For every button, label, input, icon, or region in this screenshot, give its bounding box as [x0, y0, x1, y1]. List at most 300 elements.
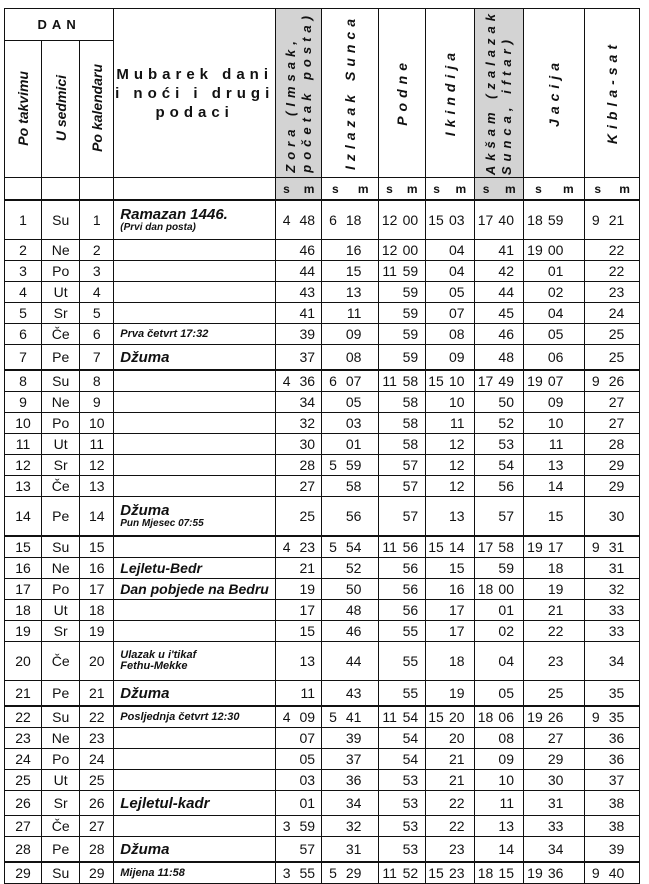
minutes: 50: [498, 394, 514, 411]
izlazak-header: [322, 9, 379, 178]
row-number: 29: [5, 862, 42, 884]
jacija-time: [524, 476, 585, 497]
jacija-time: [524, 392, 585, 413]
table-row: [5, 345, 640, 371]
zora-time: [276, 345, 322, 371]
minutes: 11: [346, 305, 362, 322]
minutes: 37: [299, 349, 316, 366]
hours: 15: [428, 865, 444, 882]
minutes: 38: [608, 795, 625, 812]
table-row: [5, 816, 640, 837]
row-number: 25: [5, 770, 42, 791]
zora-time: [276, 706, 322, 728]
minutes: 13: [299, 653, 316, 670]
hours: 18: [477, 865, 494, 882]
izlazak-header-label: Izlazak Sunca: [342, 14, 359, 171]
table-row: [5, 200, 640, 240]
minutes: 09: [299, 709, 316, 726]
izlazak-time: [322, 370, 379, 392]
minutes: 27: [299, 478, 316, 495]
minutes: 06: [547, 349, 564, 366]
kibla-time: [585, 600, 640, 621]
ikindija-time: [425, 600, 474, 621]
minutes: 25: [299, 508, 316, 525]
minutes: 56: [402, 602, 419, 619]
desc-main: Posljednja četvrt 12:30: [120, 710, 240, 723]
hours: 3: [282, 818, 291, 835]
weekday: Če: [42, 642, 80, 681]
jacija-time: [524, 370, 585, 392]
aksam-time: [475, 282, 524, 303]
minutes: 26: [547, 709, 564, 726]
ikindija-time: [425, 706, 474, 728]
calendar-day: 6: [80, 324, 114, 345]
calendar-day: 28: [80, 837, 114, 863]
weekday: Če: [42, 476, 80, 497]
minutes: 59: [498, 560, 514, 577]
kibla-time: [585, 791, 640, 816]
empty-cell: [5, 178, 42, 201]
minutes: 57: [402, 478, 419, 495]
minutes: 22: [608, 263, 625, 280]
minutes: 11: [548, 436, 564, 453]
minutes: 38: [608, 818, 625, 835]
minutes: 58: [498, 539, 514, 556]
jacija-time: [524, 600, 585, 621]
weekday: Po: [42, 261, 80, 282]
weekday: Pe: [42, 497, 80, 537]
minutes: 39: [608, 841, 625, 858]
zora-time: [276, 240, 322, 261]
kibla-time: [585, 579, 640, 600]
podne-time: [379, 455, 425, 476]
minutes: 25: [608, 349, 625, 366]
minutes: 00: [402, 212, 419, 229]
hours: 15: [428, 212, 444, 229]
aksam-time: [475, 558, 524, 579]
row-description: [114, 579, 276, 600]
m-label: m: [562, 181, 574, 196]
kibla-time: [585, 303, 640, 324]
minutes: 07: [547, 373, 564, 390]
row-description: [114, 200, 276, 240]
zora-time: [276, 392, 322, 413]
row-description: [114, 791, 276, 816]
minutes: 59: [547, 212, 564, 229]
minutes: 27: [547, 730, 564, 747]
row-number: 7: [5, 345, 42, 371]
minutes: 16: [345, 242, 362, 259]
aksam-time: [475, 749, 524, 770]
minutes: 59: [345, 457, 362, 474]
kibla-time: [585, 240, 640, 261]
po-takvimu-label: Po takvimu: [15, 70, 32, 146]
hours: 4: [282, 212, 291, 229]
calendar-day: 16: [80, 558, 114, 579]
table-row: [5, 476, 640, 497]
desc-header: [114, 9, 276, 178]
calendar-day: 9: [80, 392, 114, 413]
minutes: 54: [402, 730, 419, 747]
minutes: 56: [345, 508, 362, 525]
minutes: 22: [448, 818, 465, 835]
m-label: m: [455, 181, 467, 196]
weekday: Ne: [42, 728, 80, 749]
row-description: [114, 837, 276, 863]
minutes: 11: [300, 685, 316, 702]
hours: 4: [282, 373, 291, 390]
izlazak-time: [322, 816, 379, 837]
row-number: 19: [5, 621, 42, 642]
minutes: 31: [608, 560, 625, 577]
minutes: 21: [608, 212, 625, 229]
minutes: 32: [345, 818, 362, 835]
ikindija-time: [425, 200, 474, 240]
minutes: 13: [345, 284, 362, 301]
izlazak-time: [322, 455, 379, 476]
ikindija-time: [425, 558, 474, 579]
jacija-time: [524, 749, 585, 770]
minutes: 17: [299, 602, 316, 619]
row-description: [114, 536, 276, 558]
m-label: m: [505, 181, 516, 196]
minutes: 13: [547, 457, 564, 474]
minutes: 56: [498, 478, 514, 495]
minutes: 36: [608, 751, 625, 768]
minutes: 10: [448, 373, 465, 390]
aksam-time: [475, 497, 524, 537]
jacija-time: [524, 728, 585, 749]
zora-time: [276, 862, 322, 884]
table-row: [5, 392, 640, 413]
hours: 9: [591, 539, 600, 556]
minutes: 54: [402, 751, 419, 768]
zora-time: [276, 791, 322, 816]
aksam-time: [475, 345, 524, 371]
minutes: 46: [498, 326, 514, 343]
ikindija-time: [425, 392, 474, 413]
kibla-time: [585, 392, 640, 413]
podne-header-label: Podne: [393, 58, 410, 126]
minutes: 06: [498, 709, 514, 726]
kibla-time: [585, 476, 640, 497]
minutes: 15: [498, 865, 514, 882]
hours: 19: [527, 865, 543, 882]
ikindija-time: [425, 303, 474, 324]
aksam-time: [475, 816, 524, 837]
desc-main: Džuma: [120, 502, 170, 520]
minutes: 11: [449, 415, 465, 432]
weekday: Ne: [42, 558, 80, 579]
hours: 5: [329, 709, 337, 726]
table-row: [5, 558, 640, 579]
izlazak-time: [322, 600, 379, 621]
minutes: 05: [448, 284, 465, 301]
minutes: 58: [402, 436, 419, 453]
minutes: 08: [448, 326, 465, 343]
desc-main: Ulazak u i'tikaf: [120, 649, 197, 662]
minutes: 34: [547, 841, 564, 858]
minutes: 25: [608, 326, 625, 343]
minutes: 57: [402, 457, 419, 474]
minutes: 45: [498, 305, 514, 322]
table-row: [5, 240, 640, 261]
weekday: Sr: [42, 621, 80, 642]
izlazak-time: [322, 770, 379, 791]
minutes: 21: [547, 602, 564, 619]
weekday: Pe: [42, 681, 80, 707]
zora-time: [276, 749, 322, 770]
weekday: Ne: [42, 240, 80, 261]
minutes: 31: [608, 539, 625, 556]
weekday: Pe: [42, 345, 80, 371]
minutes: 23: [547, 653, 564, 670]
podne-time: [379, 621, 425, 642]
ikindija-time: [425, 837, 474, 863]
minutes: 03: [299, 772, 316, 789]
table-row: [5, 642, 640, 681]
desc-sub: Pun Mjesec 07:55: [120, 518, 204, 530]
hours: 11: [382, 709, 397, 726]
zora-sm-header: [276, 178, 322, 201]
minutes: 01: [498, 602, 514, 619]
jacija-time: [524, 816, 585, 837]
minutes: 12: [448, 436, 465, 453]
podne-time: [379, 345, 425, 371]
m-label: m: [303, 181, 315, 196]
izlazak-time: [322, 413, 379, 434]
minutes: 30: [299, 436, 316, 453]
table-row: [5, 862, 640, 884]
aksam-time: [475, 324, 524, 345]
zora-time: [276, 324, 322, 345]
zora-time: [276, 816, 322, 837]
calendar-day: 12: [80, 455, 114, 476]
izlazak-time: [322, 434, 379, 455]
zora-time: [276, 413, 322, 434]
kibla-time: [585, 497, 640, 537]
podne-time: [379, 536, 425, 558]
empty-cell: [80, 178, 114, 201]
kibla-time: [585, 282, 640, 303]
zora-time: [276, 282, 322, 303]
minutes: 53: [402, 818, 419, 835]
hours: 11: [382, 263, 397, 280]
minutes: 48: [498, 349, 514, 366]
desc-main: Lejletul-kadr: [120, 794, 210, 812]
minutes: 31: [345, 841, 362, 858]
table-row: [5, 370, 640, 392]
minutes: 12: [448, 457, 465, 474]
minutes: 14: [448, 539, 465, 556]
hours: 5: [329, 865, 337, 882]
table-row: [5, 303, 640, 324]
row-number: 28: [5, 837, 42, 863]
hours: 19: [527, 709, 543, 726]
zora-time: [276, 681, 322, 707]
minutes: 03: [448, 212, 465, 229]
row-number: 3: [5, 261, 42, 282]
desc-main: Džuma: [120, 684, 170, 702]
izlazak-time: [322, 345, 379, 371]
calendar-day: 14: [80, 497, 114, 537]
hours: 9: [591, 865, 600, 882]
weekday: Su: [42, 862, 80, 884]
row-description: [114, 862, 276, 884]
row-description: [114, 558, 276, 579]
minutes: 00: [402, 242, 419, 259]
table-row: [5, 261, 640, 282]
minutes: 20: [448, 730, 465, 747]
row-description: [114, 455, 276, 476]
jacija-time: [524, 706, 585, 728]
minutes: 15: [299, 623, 316, 640]
podne-time: [379, 558, 425, 579]
table-row: [5, 497, 640, 537]
weekday: Su: [42, 370, 80, 392]
ikindija-time: [425, 681, 474, 707]
minutes: 41: [345, 709, 362, 726]
hours: 5: [329, 457, 337, 474]
aksam-time: [475, 728, 524, 749]
minutes: 22: [608, 242, 625, 259]
zora-time: [276, 261, 322, 282]
aksam-header-line1: Akšam (zalazak: [483, 9, 499, 176]
weekday: Sr: [42, 791, 80, 816]
kibla-time: [585, 621, 640, 642]
minutes: 18: [345, 212, 362, 229]
minutes: 54: [345, 539, 362, 556]
ikindija-time: [425, 324, 474, 345]
weekday: Sr: [42, 455, 80, 476]
zora-time: [276, 536, 322, 558]
empty-cell: [42, 178, 80, 201]
ikindija-time: [425, 261, 474, 282]
izlazak-time: [322, 706, 379, 728]
hours: 15: [428, 373, 444, 390]
minutes: 37: [608, 772, 625, 789]
table-row: [5, 600, 640, 621]
minutes: 36: [608, 730, 625, 747]
u-sedmici-header: [42, 41, 80, 178]
podne-time: [379, 816, 425, 837]
ikindija-time: [425, 536, 474, 558]
weekday: Su: [42, 706, 80, 728]
kibla-time: [585, 706, 640, 728]
row-number: 9: [5, 392, 42, 413]
zora-header: [276, 9, 322, 178]
row-description: [114, 240, 276, 261]
kibla-time: [585, 837, 640, 863]
zora-time: [276, 728, 322, 749]
jacija-time: [524, 621, 585, 642]
aksam-time: [475, 240, 524, 261]
row-description: [114, 370, 276, 392]
minutes: 39: [345, 730, 362, 747]
row-number: 6: [5, 324, 42, 345]
table-row: [5, 837, 640, 863]
izlazak-time: [322, 791, 379, 816]
minutes: 58: [345, 478, 362, 495]
jacija-time: [524, 455, 585, 476]
zora-time: [276, 303, 322, 324]
minutes: 13: [448, 508, 465, 525]
table-row: [5, 706, 640, 728]
weekday: Su: [42, 200, 80, 240]
aksam-header: [475, 9, 524, 178]
minutes: 04: [498, 653, 514, 670]
m-label: m: [357, 181, 369, 196]
zora-time: [276, 476, 322, 497]
zora-time: [276, 370, 322, 392]
desc-main: Mijena 11:58: [120, 866, 185, 879]
aksam-time: [475, 706, 524, 728]
minutes: 10: [547, 415, 564, 432]
s-label: s: [482, 181, 490, 196]
minutes: 46: [299, 242, 316, 259]
minutes: 28: [608, 436, 625, 453]
minutes: 04: [448, 242, 465, 259]
row-description: [114, 816, 276, 837]
aksam-time: [475, 413, 524, 434]
row-number: 24: [5, 749, 42, 770]
calendar-day: 10: [80, 413, 114, 434]
izlazak-time: [322, 558, 379, 579]
minutes: 39: [299, 326, 316, 343]
aksam-sm-header: [475, 178, 524, 201]
jacija-time: [524, 413, 585, 434]
aksam-time: [475, 455, 524, 476]
table-row: [5, 749, 640, 770]
minutes: 56: [402, 539, 419, 556]
minutes: 33: [547, 818, 564, 835]
minutes: 11: [499, 795, 514, 812]
zora-time: [276, 770, 322, 791]
minutes: 07: [299, 730, 316, 747]
minutes: 15: [448, 560, 465, 577]
jacija-time: [524, 240, 585, 261]
hours: 17: [477, 373, 494, 390]
podne-time: [379, 770, 425, 791]
jacija-time: [524, 579, 585, 600]
minutes: 01: [345, 436, 362, 453]
hours: 9: [591, 709, 600, 726]
minutes: 07: [345, 373, 362, 390]
calendar-day: 24: [80, 749, 114, 770]
izlazak-time: [322, 749, 379, 770]
minutes: 14: [547, 478, 564, 495]
minutes: 15: [547, 508, 564, 525]
minutes: 59: [402, 263, 419, 280]
row-number: 8: [5, 370, 42, 392]
table-row: [5, 282, 640, 303]
dan-header: DAN: [5, 9, 114, 41]
desc-main: Dan pobjede na Bedru: [120, 581, 269, 598]
minutes: 08: [498, 730, 514, 747]
row-number: 27: [5, 816, 42, 837]
minutes: 56: [402, 581, 419, 598]
weekday: Ut: [42, 600, 80, 621]
m-label: m: [619, 181, 630, 196]
minutes: 53: [498, 436, 514, 453]
kibla-time: [585, 862, 640, 884]
minutes: 34: [345, 795, 362, 812]
minutes: 52: [345, 560, 362, 577]
minutes: 30: [608, 508, 625, 525]
minutes: 10: [498, 772, 514, 789]
minutes: 00: [498, 581, 514, 598]
weekday: Če: [42, 816, 80, 837]
